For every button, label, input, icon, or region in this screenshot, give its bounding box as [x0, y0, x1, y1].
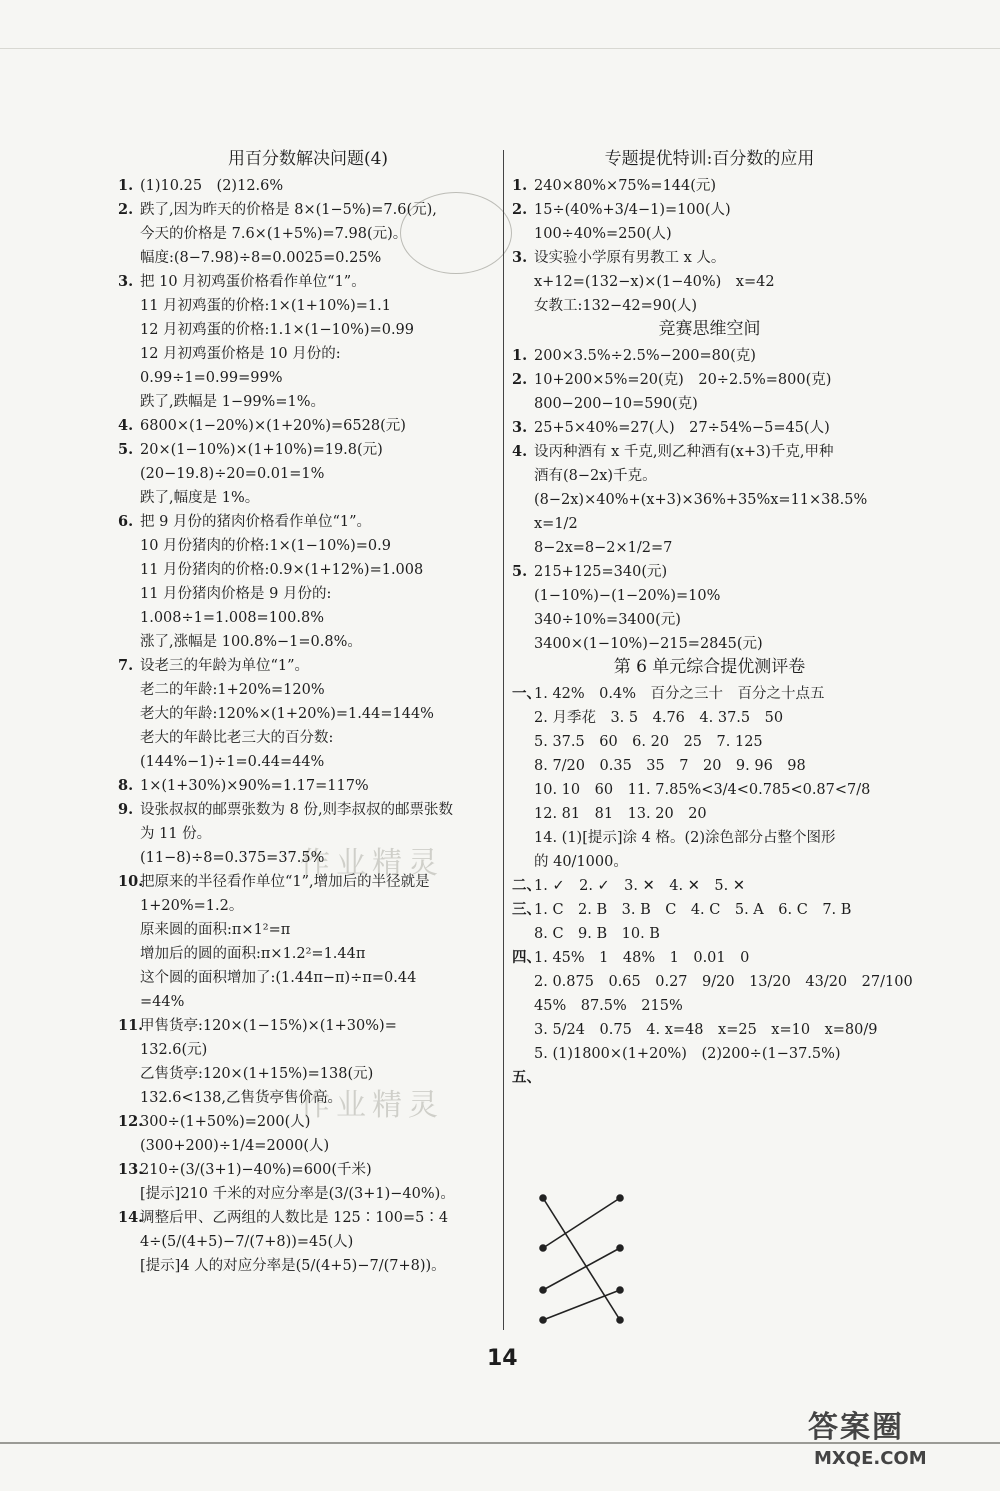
answer-text: 调整后甲、乙两组的人数比是 125∶100=5∶4 — [140, 1210, 449, 1226]
answer-line — [118, 534, 498, 558]
answer-line — [118, 990, 498, 1014]
answer-line — [512, 222, 907, 246]
answer-text: 1. C 2. B 3. B C 4. C 5. A 6. C 7. B — [534, 902, 852, 918]
answer-line — [512, 706, 907, 730]
answer-text: 1. ✓ 2. ✓ 3. ✕ 4. ✕ 5. ✕ — [534, 878, 745, 894]
answer-line — [118, 414, 498, 438]
answer-line — [118, 1182, 498, 1206]
answer-line — [512, 560, 907, 584]
section-title: 第 6 单元综合提优测评卷 — [613, 657, 806, 677]
answer-text: [提示]210 千米的对应分率是(3/(3+1)−40%)。 — [140, 1186, 455, 1202]
answer-text: x+12=(132−x)×(1−40%) x=42 — [534, 274, 775, 290]
question-number: 12. — [118, 1113, 144, 1130]
answer-text: 跌了,跌幅是 1−99%=1%。 — [140, 394, 325, 410]
answer-line — [118, 222, 498, 246]
answer-line — [118, 630, 498, 654]
answer-line — [118, 846, 498, 870]
answer-text: 设实验小学原有男教工 x 人。 — [534, 250, 726, 266]
answer-text: 增加后的圆的面积:π×1.2²=1.44π — [140, 946, 366, 962]
answer-text: 5. 37.5 60 6. 20 25 7. 125 — [534, 734, 763, 750]
answer-line — [118, 966, 498, 990]
answer-text: 原来圆的面积:π×1²=π — [140, 922, 291, 938]
answer-line — [512, 874, 907, 898]
answer-text: 今天的价格是 7.6×(1+5%)=7.98(元)。 — [140, 226, 408, 242]
answer-line — [118, 702, 498, 726]
answer-text: 1+20%=1.2。 — [140, 898, 244, 914]
answer-line — [512, 778, 907, 802]
answer-line — [512, 536, 907, 560]
question-number: 2. — [512, 201, 528, 218]
answer-text: 340÷10%=3400(元) — [534, 612, 681, 628]
answer-text: (144%−1)÷1=0.44=44% — [140, 754, 325, 770]
answer-line — [512, 608, 907, 632]
answer-line — [118, 174, 498, 198]
answer-line — [118, 318, 498, 342]
answer-line — [512, 682, 907, 706]
answer-text: 设张叔叔的邮票张数为 8 份,则李叔叔的邮票张数 — [140, 802, 454, 818]
answer-line — [512, 294, 907, 318]
answer-line — [118, 270, 498, 294]
answer-line — [118, 1206, 498, 1230]
answer-line — [118, 606, 498, 630]
answer-text: 1. 42% 0.4% 百分之三十 百分之十点五 — [534, 686, 825, 702]
answer-line — [512, 584, 907, 608]
answer-line — [118, 1158, 498, 1182]
answer-text: 这个圆的面积增加了:(1.44π−π)÷π=0.44 — [140, 970, 417, 986]
answer-text: 0.99÷1=0.99=99% — [140, 370, 283, 386]
answer-line — [118, 390, 498, 414]
answer-text: 老大的年龄:120%×(1+20%)=1.44=144% — [140, 706, 434, 722]
site-logo — [808, 1402, 927, 1469]
question-number: 7. — [118, 657, 134, 674]
answer-line — [512, 392, 907, 416]
answer-text: 2. 0.875 0.65 0.27 9/20 13/20 43/20 27/100 — [534, 974, 913, 990]
answer-text: 100÷40%=250(人) — [534, 226, 672, 242]
answer-line — [512, 1042, 907, 1066]
answer-line — [512, 1066, 907, 1090]
question-number: 1. — [512, 177, 528, 194]
answer-text: 240×80%×75%=144(元) — [534, 178, 717, 194]
left-column — [118, 148, 498, 1278]
answer-line — [118, 918, 498, 942]
answer-text: 25+5×40%=27(人) 27÷54%−5=45(人) — [534, 420, 830, 436]
top-rule — [0, 48, 1000, 49]
answer-line — [118, 582, 498, 606]
question-number: 4. — [118, 417, 134, 434]
answer-line — [512, 826, 907, 850]
answer-line — [512, 730, 907, 754]
logo-url: MXQE.COM — [814, 1448, 927, 1469]
question-number: 9. — [118, 801, 134, 818]
watermark: 作业精灵 — [300, 1088, 444, 1123]
answer-text: 把原来的半径看作单位“1”,增加后的半径就是 — [140, 874, 430, 890]
answer-text: 11 月初鸡蛋的价格:1×(1+10%)=1.1 — [140, 298, 391, 314]
answer-line — [512, 198, 907, 222]
question-number: 1. — [512, 347, 528, 364]
answer-line — [512, 850, 907, 874]
answer-line — [512, 970, 913, 994]
answer-text: 2. 月季花 3. 5 4.76 4. 37.5 50 — [534, 710, 784, 726]
answer-text: 132.6(元) — [140, 1042, 208, 1058]
answer-text: 15÷(40%+3/4−1)=100(人) — [534, 202, 731, 218]
answer-text: 设丙种酒有 x 千克,则乙种酒有(x+3)千克,甲种 — [534, 444, 834, 460]
answer-text: 14. (1)[提示]涂 4 格。(2)涂色部分占整个图形 — [534, 830, 836, 846]
answer-text: 45% 87.5% 215% — [534, 998, 683, 1014]
question-number: 五、 — [512, 1069, 541, 1086]
answer-text: 为 11 份。 — [140, 826, 212, 842]
answer-text: 跌了,因为昨天的价格是 8×(1−5%)=7.6(元), — [140, 202, 437, 218]
answer-text: 10. 10 60 11. 7.85%<3/4<0.785<0.87<7/8 — [534, 782, 871, 798]
answer-text: 10 月份猪肉的价格:1×(1−10%)=0.9 — [140, 538, 391, 554]
answer-text: 3400×(1−10%)−215=2845(元) — [534, 636, 763, 652]
answer-line — [512, 246, 907, 270]
question-number: 10. — [118, 873, 144, 890]
answer-text: 8−2x=8−2×1/2=7 — [534, 540, 673, 556]
answer-line — [118, 1038, 498, 1062]
answer-line — [512, 946, 907, 970]
answer-text: 女教工:132−42=90(人) — [534, 298, 698, 314]
answer-line — [118, 894, 498, 918]
question-number: 3. — [512, 419, 528, 436]
answer-line — [512, 174, 907, 198]
answer-line — [118, 678, 498, 702]
answer-text: 200×3.5%÷2.5%−200=80(克) — [534, 348, 756, 364]
answer-text: 12 月初鸡蛋价格是 10 月份的: — [140, 346, 341, 362]
answer-line — [118, 1062, 498, 1086]
answer-text: 把 9 月份的猪肉价格看作单位“1”。 — [140, 514, 371, 530]
answer-line — [118, 246, 498, 270]
answer-line — [118, 510, 498, 534]
question-number: 一、 — [512, 685, 541, 702]
answer-line — [118, 822, 498, 846]
answer-list — [118, 174, 498, 1278]
answer-text: =44% — [140, 994, 185, 1010]
answer-line — [512, 512, 907, 536]
answer-text: 老大的年龄比老三大的百分数: — [140, 730, 334, 746]
answer-line — [118, 942, 498, 966]
answer-text: 甲售货亭:120×(1−15%)×(1+30%)= — [140, 1018, 397, 1034]
answer-text: 10+200×5%=20(克) 20÷2.5%=800(克) — [534, 372, 832, 388]
section-title: 用百分数解决问题(4) — [227, 149, 389, 169]
question-number: 5. — [118, 441, 134, 458]
answer-line — [118, 1134, 498, 1158]
answer-line — [512, 802, 907, 826]
answer-text: 12 月初鸡蛋的价格:1.1×(1−10%)=0.99 — [140, 322, 415, 338]
answer-text: 1×(1+30%)×90%=1.17=117% — [140, 778, 369, 794]
question-number: 13. — [118, 1161, 144, 1178]
column-divider — [503, 150, 504, 1330]
answer-list — [512, 174, 907, 318]
question-number: 11. — [118, 1017, 144, 1034]
answer-text: 乙售货亭:120×(1+15%)=138(元) — [140, 1066, 374, 1082]
answer-line — [118, 198, 498, 222]
section-title: 专题提优特训:百分数的应用 — [604, 149, 815, 169]
answer-line — [512, 754, 907, 778]
answer-text: (300+200)÷1/4=2000(人) — [140, 1138, 330, 1154]
answer-text: 1. 45% 1 48% 1 0.01 0 — [534, 950, 750, 966]
answer-text: 800−200−10=590(克) — [534, 396, 698, 412]
answer-line — [118, 726, 498, 750]
answer-line — [512, 344, 907, 368]
answer-line — [118, 294, 498, 318]
answer-text: 210÷(3/(3+1)−40%)=600(千米) — [140, 1162, 372, 1178]
question-number: 2. — [512, 371, 528, 388]
answer-line — [512, 488, 907, 512]
watermark: 作业精灵 — [300, 846, 444, 881]
answer-text: 老二的年龄:1+20%=120% — [140, 682, 325, 698]
question-number: 14. — [118, 1209, 144, 1226]
right-column — [512, 148, 913, 1090]
answer-line — [118, 342, 498, 366]
question-number: 8. — [118, 777, 134, 794]
answer-line — [118, 558, 498, 582]
answer-text: (20−19.8)÷20=0.01=1% — [140, 466, 325, 482]
question-number: 三、 — [512, 901, 541, 918]
answer-text: 4÷(5/(4+5)−7/(7+8))=45(人) — [140, 1234, 354, 1250]
answer-text: 8. C 9. B 10. B — [534, 926, 660, 942]
answer-line — [118, 438, 498, 462]
answer-line — [118, 366, 498, 390]
answer-text: 跌了,幅度是 1%。 — [140, 490, 260, 506]
answer-text: 5. (1)1800×(1+20%) (2)200÷(1−37.5%) — [534, 1046, 841, 1062]
answer-line — [512, 270, 907, 294]
question-number: 二、 — [512, 877, 541, 894]
answer-text: 1.008÷1=1.008=100.8% — [140, 610, 324, 626]
answer-line — [118, 654, 498, 678]
question-number: 四、 — [512, 949, 541, 966]
logo-title: 答案圈 — [808, 1410, 904, 1445]
answer-text: 酒有(8−2x)千克。 — [534, 468, 657, 484]
answer-text: 的 40/1000。 — [534, 854, 628, 870]
question-number: 6. — [118, 513, 134, 530]
answer-line — [118, 1014, 498, 1038]
answer-text: [提示]4 人的对应分率是(5/(4+5)−7/(7+8))。 — [140, 1258, 446, 1274]
answer-text: 3. 5/24 0.75 4. x=48 x=25 x=10 x=80/9 — [534, 1022, 878, 1038]
answer-line — [118, 1254, 498, 1278]
page-number: 14 — [487, 1346, 518, 1371]
answer-line — [118, 1110, 498, 1134]
answer-line — [512, 994, 907, 1018]
answer-line — [118, 1230, 498, 1254]
answer-text: 11 月份猪肉的价格:0.9×(1+12%)=1.008 — [140, 562, 424, 578]
answer-text: 6800×(1−20%)×(1+20%)=6528(元) — [140, 418, 406, 434]
question-number: 3. — [118, 273, 134, 290]
answer-text: 132.6<138,乙售货亭售价高。 — [140, 1090, 342, 1106]
answer-text: (1−10%)−(1−20%)=10% — [534, 588, 721, 604]
answer-line — [512, 416, 907, 440]
answer-line — [512, 368, 907, 392]
answer-line — [512, 464, 907, 488]
answer-line — [118, 870, 498, 894]
answer-text: 11 月份猪肉价格是 9 月份的: — [140, 586, 332, 602]
answer-line — [118, 798, 498, 822]
question-number: 5. — [512, 563, 528, 580]
section-title: 竞赛思维空间 — [658, 319, 761, 339]
answer-line — [118, 774, 498, 798]
question-number: 1. — [118, 177, 134, 194]
answer-line — [118, 750, 498, 774]
answer-text: 215+125=340(元) — [534, 564, 668, 580]
answer-line — [118, 1086, 498, 1110]
answer-line — [512, 632, 907, 656]
answer-text: 20×(1−10%)×(1+10%)=19.8(元) — [140, 442, 383, 458]
question-number: 3. — [512, 249, 528, 266]
question-number: 4. — [512, 443, 528, 460]
answer-text: 12. 81 81 13. 20 20 — [534, 806, 707, 822]
answer-text: x=1/2 — [534, 516, 578, 532]
answer-text: 300÷(1+50%)=200(人) — [140, 1114, 311, 1130]
answer-text: 把 10 月初鸡蛋价格看作单位“1”。 — [140, 274, 366, 290]
answer-text: 设老三的年龄为单位“1”。 — [140, 658, 310, 674]
answer-line — [512, 1018, 907, 1042]
answer-line — [512, 440, 907, 464]
answer-text: (8−2x)×40%+(x+3)×36%+35%x=11×38.5% — [534, 492, 868, 508]
answer-line — [512, 922, 907, 946]
answer-line — [512, 898, 907, 922]
answer-list — [512, 344, 907, 656]
answer-text: 8. 7/20 0.35 35 7 20 9. 96 98 — [534, 758, 806, 774]
answer-text: 涨了,涨幅是 100.8%−1=0.8%。 — [140, 634, 362, 650]
answer-line — [118, 462, 498, 486]
answer-list — [512, 682, 913, 1090]
answer-line — [118, 486, 498, 510]
matching-lines-figure — [525, 1190, 635, 1330]
answer-text: (11−8)÷8=0.375=37.5% — [140, 850, 325, 866]
answer-text: 幅度:(8−7.98)÷8=0.0025=0.25% — [140, 250, 382, 266]
answer-text: (1)10.25 (2)12.6% — [140, 178, 284, 194]
question-number: 2. — [118, 201, 134, 218]
